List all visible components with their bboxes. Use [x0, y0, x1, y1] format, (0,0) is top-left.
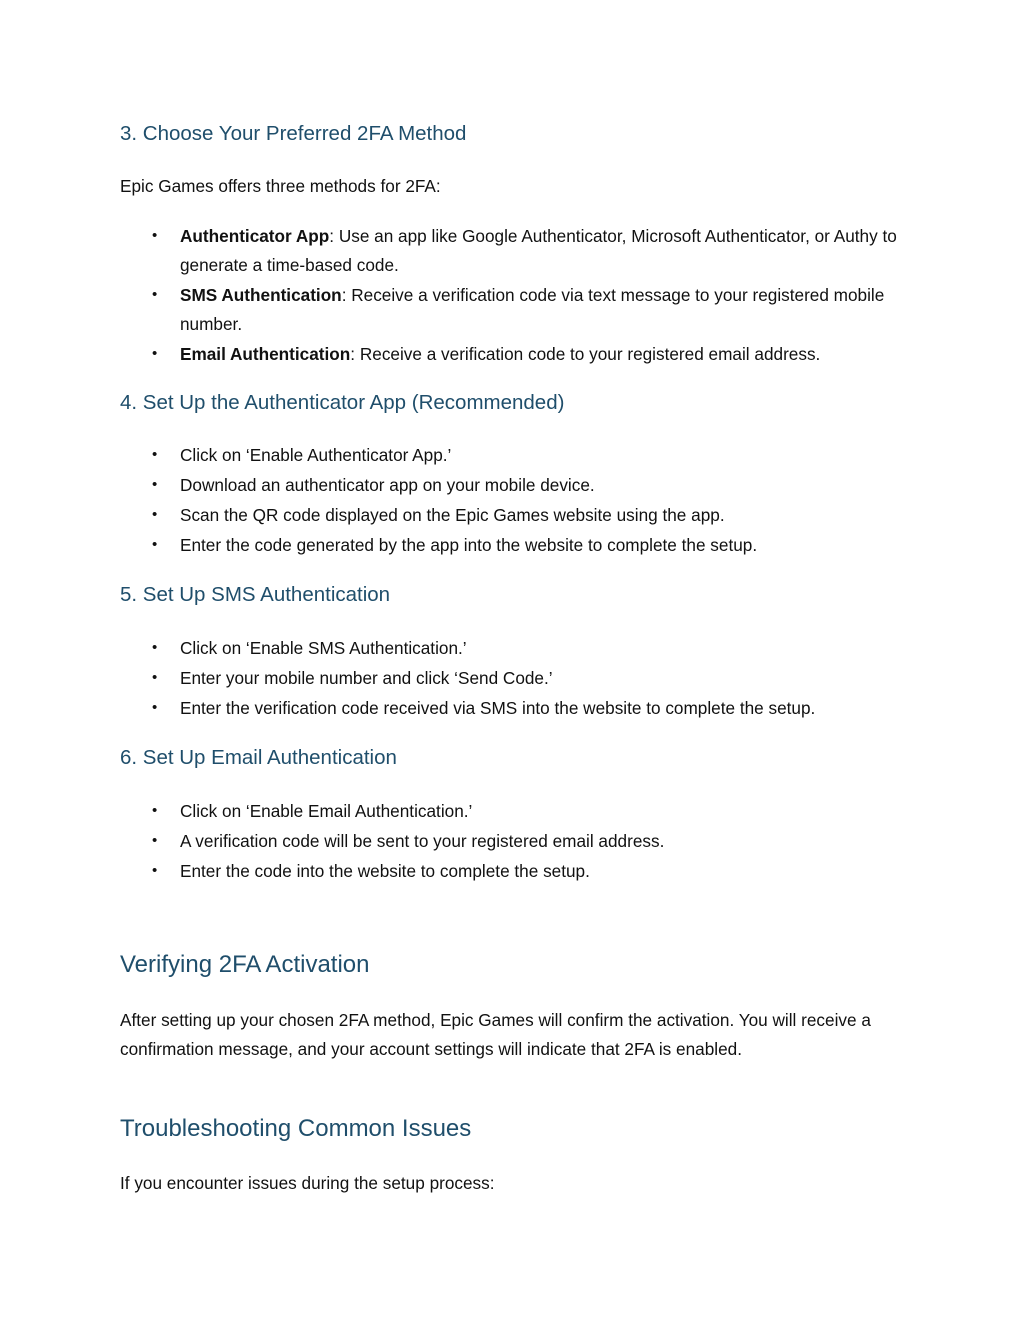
- list-item: [120, 694, 910, 723]
- bullet-icon: •: [152, 861, 158, 879]
- method-description: : Receive a verification code via text message to your registered mobile number.: [180, 284, 885, 334]
- step-text: Download an authenticator app on your mobile device.: [180, 474, 595, 495]
- section-3-intro: Epic Games offers three methods for 2FA:: [120, 176, 441, 196]
- list-item: [120, 471, 910, 500]
- method-term: Authenticator App: [180, 226, 330, 246]
- section-6-heading: 6. Set Up Email Authentication: [120, 746, 397, 769]
- step-text: Click on ‘Enable SMS Authentication.’: [180, 638, 467, 658]
- bullet-icon: •: [152, 831, 158, 849]
- list-item: [120, 827, 910, 856]
- troubleshooting-paragraph: If you encounter issues during the setup process:: [120, 1173, 495, 1193]
- list-item: [120, 634, 910, 663]
- bullet-icon: •: [152, 344, 158, 362]
- bullet-icon: •: [152, 535, 158, 553]
- step-text: Enter the verification code received via SMS into the website to complete the setup.: [180, 697, 816, 718]
- step-text: Enter the code into the website to complete the setup.: [180, 860, 590, 881]
- bullet-icon: •: [152, 446, 158, 463]
- bullet-icon: •: [152, 227, 158, 244]
- verifying-heading: Verifying 2FA Activation: [120, 951, 370, 978]
- list-item: [120, 281, 910, 339]
- method-description: : Receive a verification code to your registered email address.: [350, 343, 821, 364]
- list-item: [120, 664, 910, 693]
- method-description: : Use an app like Google Authenticator, Microsoft Authenticator, or Authy to generate a time-based code.: [180, 226, 897, 275]
- section-5-heading: 5. Set Up SMS Authentication: [120, 583, 391, 606]
- list-item: [120, 531, 910, 560]
- list-item: [120, 222, 910, 280]
- section-3-heading: 3. Choose Your Preferred 2FA Method: [120, 122, 467, 145]
- bullet-icon: •: [152, 505, 158, 523]
- section-5-steps-list: [120, 634, 910, 724]
- verifying-paragraph: After setting up your chosen 2FA method, Epic Games will confirm the activation. You will receive a confirmation message, and your account settings will indicate that 2FA is enabled.: [120, 1010, 871, 1059]
- bullet-icon: •: [152, 668, 158, 686]
- step-text: Scan the QR code displayed on the Epic Games website using the app.: [180, 504, 725, 525]
- step-text: Click on ‘Enable Authenticator App.’: [180, 445, 452, 465]
- section-4-heading: 4. Set Up the Authenticator App (Recommended): [120, 391, 565, 414]
- step-text: Click on ‘Enable Email Authentication.’: [180, 801, 473, 821]
- step-text: Enter your mobile number and click ‘Send Code.’: [180, 667, 553, 688]
- method-term: SMS Authentication: [180, 284, 342, 305]
- bullet-icon: •: [152, 639, 158, 656]
- list-item: [120, 340, 910, 369]
- section-4-steps-list: [120, 441, 910, 561]
- step-text: Enter the code generated by the app into the website to complete the setup.: [180, 534, 758, 555]
- list-item: [120, 857, 910, 886]
- list-item: [120, 441, 910, 470]
- bullet-icon: •: [152, 475, 158, 493]
- section-3-method-list: [120, 222, 910, 370]
- list-item: [120, 501, 910, 530]
- bullet-icon: •: [152, 802, 158, 819]
- step-text: A verification code will be sent to your registered email address.: [180, 830, 665, 851]
- list-item: [120, 797, 910, 826]
- section-6-steps-list: [120, 797, 910, 887]
- bullet-icon: •: [152, 698, 158, 716]
- method-term: Email Authentication: [180, 343, 351, 364]
- troubleshooting-heading: Troubleshooting Common Issues: [120, 1115, 472, 1142]
- bullet-icon: •: [152, 285, 158, 303]
